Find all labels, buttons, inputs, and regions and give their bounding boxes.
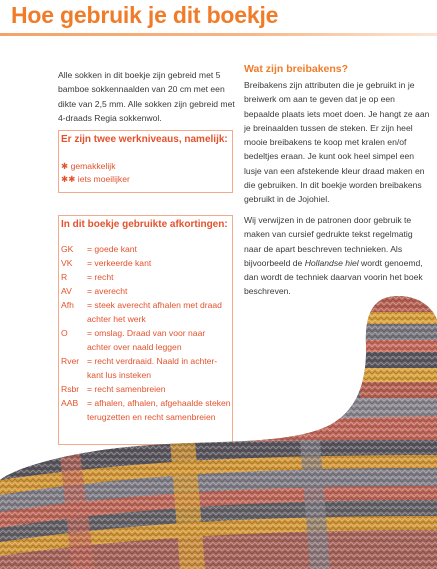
abbreviation-meaning: = verkeerde kant (87, 258, 152, 268)
abbreviation-row (61, 256, 231, 270)
abbreviations-heading: In dit boekje gebruikte afkortingen: (61, 219, 228, 230)
abbreviation-key: AAB (61, 398, 79, 408)
double-star-icon: ✱✱ (61, 174, 76, 184)
abbreviation-meaning: = averecht (87, 286, 128, 296)
abbreviation-key: O (61, 328, 68, 338)
breibakens-heading: Wat zijn breibakens? (244, 63, 349, 75)
abbreviation-key: GK (61, 244, 74, 254)
abbreviation-row (61, 242, 231, 256)
levels-heading: Er zijn twee werkniveaus, namelijk: (61, 134, 228, 145)
patterns-note-paragraph (244, 213, 431, 299)
abbreviation-meaning: = recht (87, 272, 114, 282)
sock-photo (0, 290, 437, 569)
abbreviation-key: R (61, 272, 68, 282)
abbreviation-meaning: = afhalen, afhalen, afgehaalde steken terugzetten en recht samenbreien (87, 398, 231, 422)
levels-box (58, 130, 233, 193)
patterns-note-text-end: wordt genoemd, dan wordt de techniek daarvan voorin het boek beschreven. (244, 257, 423, 297)
title-underline (0, 33, 437, 36)
level-item (61, 160, 130, 173)
abbreviation-meaning: = omslag. Draad van voor naar achter over naald leggen (87, 328, 206, 352)
levels-list (61, 160, 130, 186)
abbreviation-key: Afh (61, 300, 74, 310)
abbreviation-meaning: = steek averecht afhalen met draad achter het werk (87, 300, 222, 324)
breibakens-paragraph: Breibakens zijn attributen die je gebruikt in je breiwerk om aan te geven dat je op een bepaalde plaats iets moet doen. Je hangt ze aan je breinaalden tussen de steken. Er zijn heel mooie breibakens te koop met kralen en/of bedeltjes eraan. Je kunt ook heel simpel een lusje van een afstekende kleur draad maken en die gebruiken. In dit boekje worden breibakens gebruikt in de Jojohiel. (244, 80, 430, 205)
abbreviation-meaning: = recht verdraaid. Naald in achter-kant lus insteken (87, 356, 218, 380)
abbreviation-key: Rsbr (61, 384, 80, 394)
abbreviation-meaning: = recht samenbreien (87, 384, 166, 394)
abbreviation-row (61, 270, 231, 284)
abbreviation-key: AV (61, 286, 72, 296)
star-icon: ✱ (61, 161, 69, 171)
level-label: gemakkelijk (70, 161, 116, 171)
level-item (61, 173, 130, 186)
abbreviation-key: VK (61, 258, 73, 268)
page-title: Hoe gebruik je dit boekje (11, 2, 279, 28)
level-label: iets moeilijker (77, 174, 130, 184)
abbreviation-meaning: = goede kant (87, 244, 137, 254)
technique-name: Hollandse hiel (304, 257, 359, 268)
patterns-note-text: Wij verwijzen in de patronen door gebruik te maken van cursief gedrukte tekst regelmatig naar de apart beschreven technieken. Als bijvoorbeeld de (244, 215, 413, 268)
abbreviation-key: Rver (61, 356, 80, 366)
intro-paragraph: Alle sokken in dit boekje zijn gebreid met 5 bamboe sokkennaalden van 20 cm met een dikte van 2,5 mm. Alle sokken zijn gebreid met 4-draads Regia sokkenwol. (58, 70, 235, 123)
